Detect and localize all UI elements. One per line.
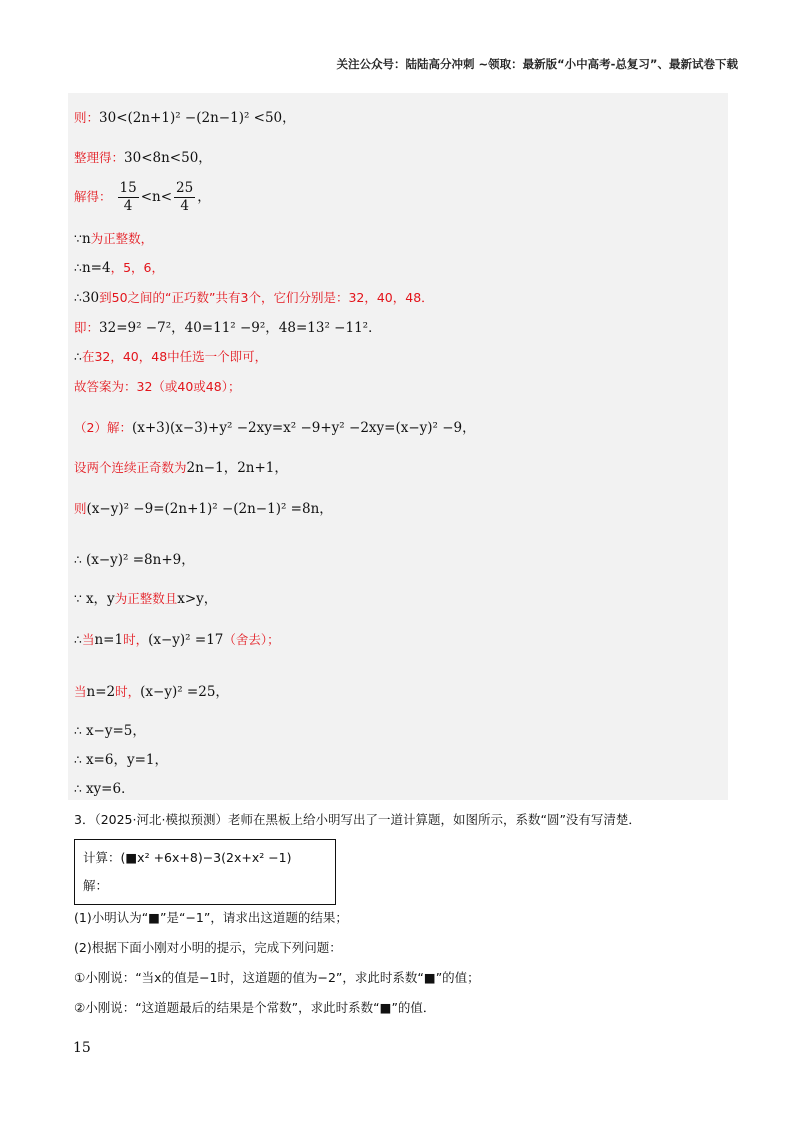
solution-line-3: 解得： $\frac{15}{4}$ <n< $\frac{25}{4}$ ， [74, 180, 211, 214]
math-expr: 30<(2n+1)² −(2n−1)² <50， [99, 110, 296, 126]
solution-line-15: ∴当n=1时，(x−y)² =17（舍去）； [74, 632, 280, 648]
solution-line-17: ∴ x−y=5， [74, 723, 146, 739]
solution-line-12: 则(x−y)² −9=(2n+1)² −(2n−1)² =8n， [74, 501, 333, 517]
math-expr: <n< [140, 189, 173, 205]
solution-line-9: 故答案为：32（或40或48）； [74, 379, 241, 394]
solution-line-10: （2）解：(x+3)(x−3)+y² −2xy=x² −9+y² −2xy=(x−y)² −9， [74, 420, 476, 436]
question-part-2-1: ①小刚说：“当x的值是−1时，这道题的值为−2”，求此时系数“■”的值； [74, 970, 480, 985]
line-label: 整理得： [74, 150, 125, 165]
solution-line-16: 当n=2时，(x−y)² =25， [74, 684, 229, 700]
solution-line-1 [74, 108, 296, 128]
solution-line-7: 即：32=9² −7²，40=11² −9²，48=13² −11²． [74, 320, 382, 336]
solution-line-14: ∵ x，y为正整数且x>y， [74, 591, 218, 607]
solution-line-2 [74, 148, 212, 168]
fraction: $\frac{15}{4}$ [119, 180, 137, 214]
solution-line-8: ∴在32，40，48中任选一个即可， [74, 349, 268, 364]
solution-line-4: ∵n为正整数， [74, 231, 154, 247]
solution-line-6: ∴30到50之间的“正巧数”共有3个，它们分别是：32，40，48． [74, 290, 434, 306]
blackboard-problem-box [74, 839, 336, 905]
question-part-2: (2)根据下面小刚对小明的提示，完成下列问题： [74, 940, 342, 955]
solution-line-5: ∴n=4，5，6， [74, 260, 164, 276]
line-label: 解得： [74, 189, 112, 204]
fraction: $\frac{25}{4}$ [176, 180, 194, 214]
question-intro: 3．（2025·河北·模拟预测）老师在黑板上给小明写出了一道计算题，如图所示，系数“圆”没有写清楚． [74, 812, 641, 827]
line-label: 则： [74, 110, 100, 125]
math-expr: 30<8n<50， [124, 150, 212, 166]
solution-line-18: ∴ x=6，y=1， [74, 752, 168, 768]
question-part-1: (1)小明认为“■”是“−1”，请求出这道题的结果； [74, 910, 348, 925]
question-part-2-2: ②小刚说：“这道题最后的结果是个常数”，求此时系数“■”的值． [74, 1000, 436, 1015]
box-solution-label: 解： [83, 878, 109, 893]
page-header: 关注公众号：陆陆高分冲刺 ~领取：最新版“小中高考-总复习”、最新试卷下载 [336, 57, 738, 71]
solution-line-11: 设两个连续正奇数为2n−1，2n+1， [74, 460, 288, 476]
solution-line-13: ∴ (x−y)² =8n+9， [74, 552, 195, 568]
solution-line-19: ∴ xy=6． [74, 781, 135, 797]
page-number: 15 [73, 1040, 91, 1056]
box-expression: 计算：(■x² +6x+8)−3(2x+x² −1) [83, 850, 292, 865]
